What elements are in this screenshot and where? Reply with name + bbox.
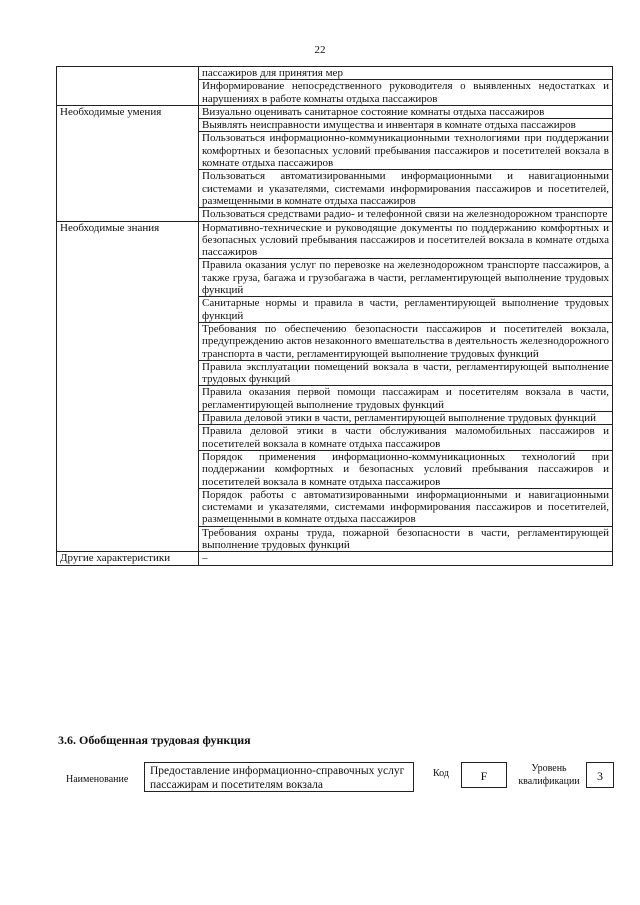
table-row [57,67,613,80]
row-label-other: Другие характеристики [57,552,199,565]
table-row [57,552,613,565]
row-text: – [199,552,613,565]
section-heading: 3.6. Обобщенная трудовая функция [58,733,251,747]
row-text: Пользоваться автоматизированными информационными и навигационными системами и указателями, системами информирования пассажиров и посетителей, размещенными в комнате отдыха пассажиров [199,170,613,208]
row-label-skills: Необходимые умения [57,105,199,221]
row-text: Санитарные нормы и правила в части, регламентирующей выполнение трудовых функций [199,297,613,323]
level-value: 3 [586,762,614,788]
row-text: Правила эксплуатации помещений вокзала в части, регламентирующей выполнение трудовых функций [199,360,613,386]
row-text: Требования охраны труда, пожарной безопасности в части, регламентирующей выполнение трудовых функций [199,526,613,552]
row-text: Правила деловой этики в части обслуживания маломобильных пассажиров и посетителей вокзала в комнате отдыха пассажиров [199,425,613,451]
table-row [57,105,613,118]
row-text: Пользоваться информационно-коммуникационными технологиями при поддержании комфортных и безопасных условий пребывания пассажиров и посетителей вокзала в комнате отдыха пассажиров [199,132,613,170]
row-text: Правила деловой этики в части, регламентирующей выполнение трудовых функций [199,412,613,425]
row-text: Информирование непосредственного руководителя о выявленных недостатках и нарушениях в работе комнаты отдыха пассажиров [199,80,613,106]
row-text: Правила оказания первой помощи пассажирам и посетителям вокзала в части, регламентирующей выполнение трудовых функций [199,386,613,412]
row-text: Порядок работы с автоматизированными информационными и навигационными системами и указателями, системами информирования пассажиров и посетителей, размещенными в комнате отдыха пассажиров [199,488,613,526]
row-text: Правила оказания услуг по перевозке на железнодорожном транспорте пассажиров, а также груза, багажа и грузобагажа в части, регламентирующей выполнение трудовых функций [199,259,613,297]
row-label-knowledge: Необходимые знания [57,221,199,552]
name-value: Предоставление информационно-справочных услуг пассажирам и посетителям вокзала [144,762,414,792]
code-label: Код [433,768,449,779]
name-label: Наименование [66,774,129,785]
generalized-function-row [56,762,616,800]
table-row [57,221,613,259]
code-value: F [461,762,507,788]
row-text: Пользоваться средствами радио- и телефонной связи на железнодорожном транспорте [199,208,613,221]
row-text: Выявлять неисправности имущества и инвентаря в комнате отдыха пассажиров [199,119,613,132]
row-text: пассажиров для принятия мер [199,67,613,80]
level-label: Уровень квалификации [518,763,580,787]
row-text: Требования по обеспечению безопасности пассажиров и посетителей вокзала, предупреждению актов незаконного вмешательства в деятельность железнодорожного транспорта в части, регламентирующей выполнение трудовых функций [199,322,613,360]
page-number: 22 [314,44,326,56]
requirements-table [56,66,613,566]
row-text: Порядок применения информационно-коммуникационных технологий при поддержании комфортных и безопасных условий пребывания пассажиров и посетителей вокзала в комнате отдыха пассажиров [199,450,613,488]
row-label [57,67,199,106]
row-text: Нормативно-технические и руководящие документы по поддержанию комфортных и безопасных условий пребывания пассажиров и посетителей вокзала в комнате отдыха пассажиров [199,221,613,259]
row-text: Визуально оценивать санитарное состояние комнаты отдыха пассажиров [199,105,613,118]
